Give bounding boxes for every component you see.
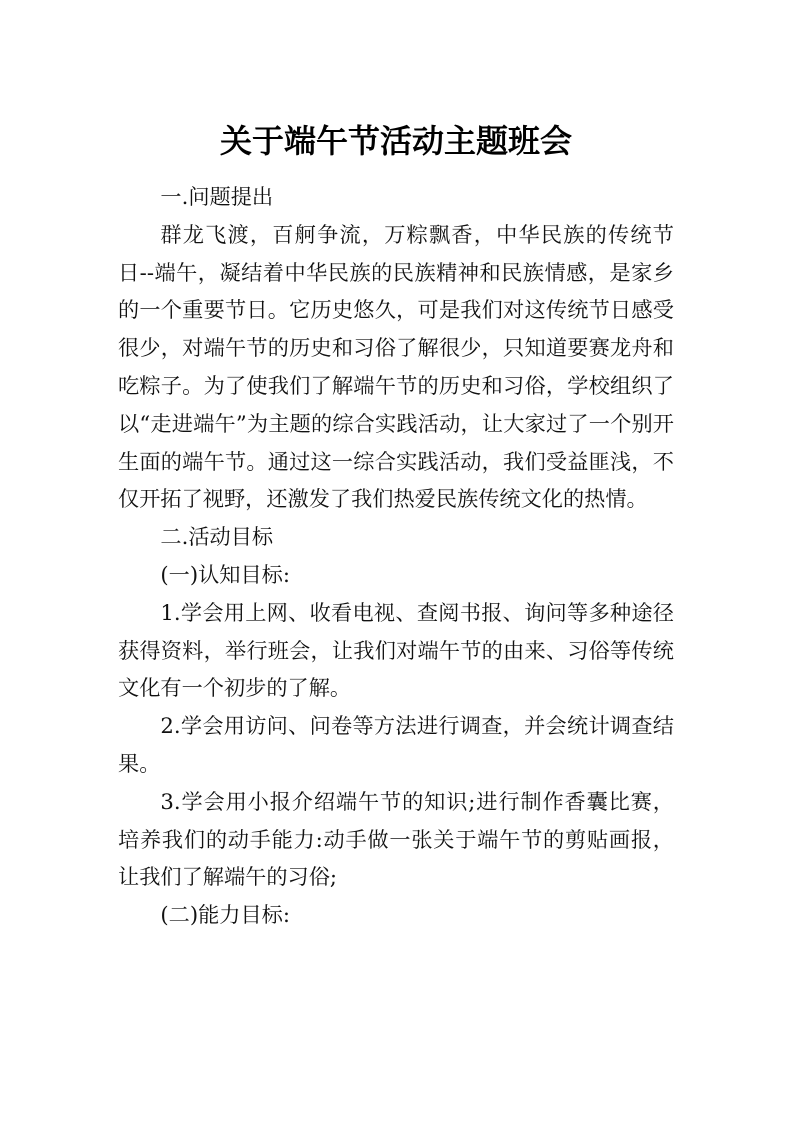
document-title: 关于端午节活动主题班会 bbox=[219, 122, 572, 160]
paragraph-intro: 群龙飞渡，百舸争流，万粽飘香，中华民族的传统节日--端午，凝结着中华民族的民族精神和民族情感，是家乡的一个重要节日。它历史悠久，可是我们对这传统节日感受很少，对端午节的历史和习俗了解很少，只知道要赛龙舟和吃粽子。为了使我们了解端午节的历史和习俗，学校组织了以“走进端午”为主题的综合实践活动，让大家过了一个别开生面的端午节。通过这一综合实践活动，我们受益匪浅，不仅开拓了视野，还激发了我们热爱民族传统文化的热情。 bbox=[118, 221, 674, 512]
list-item-goal-1: 1.学会用上网、收看电视、查阅书报、询问等多种途径获得资料，举行班会，让我们对端午节的由来、习俗等传统文化有一个初步的了解。 bbox=[118, 599, 674, 701]
document-body bbox=[118, 178, 674, 934]
subheading-cognitive-goals: (一)认知目标: bbox=[160, 561, 290, 587]
section-heading-problem: 一.问题提出 bbox=[160, 184, 274, 209]
list-item-goal-3: 3.学会用小报介绍端午节的知识;进行制作香囊比赛，培养我们的动手能力:动手做一张关于端午节的剪贴画报，让我们了解端午的习俗; bbox=[118, 788, 674, 890]
section-heading-goals: 二.活动目标 bbox=[160, 524, 274, 550]
list-item-goal-2: 2.学会用访问、问卷等方法进行调查，并会统计调查结果。 bbox=[118, 713, 674, 776]
subheading-ability-goals: (二)能力目标: bbox=[160, 902, 290, 928]
